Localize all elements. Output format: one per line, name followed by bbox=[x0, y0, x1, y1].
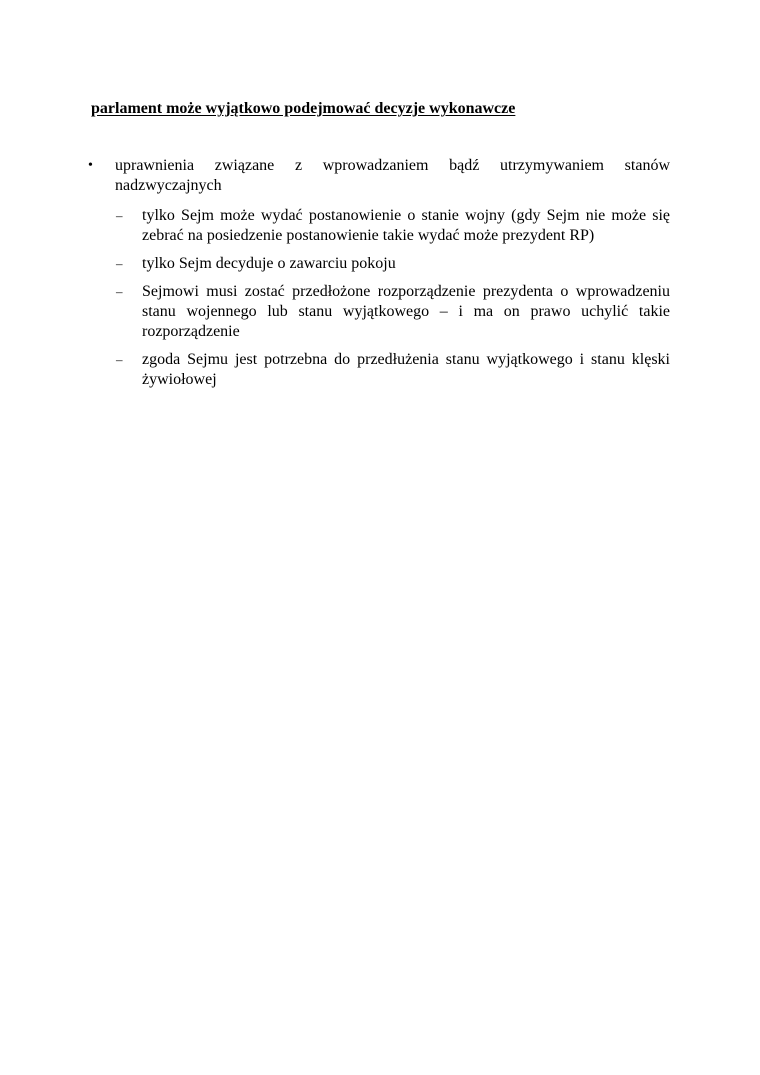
dash-icon: – bbox=[116, 256, 123, 271]
list-item bbox=[88, 156, 670, 390]
sub-list-item bbox=[88, 254, 670, 274]
sub-list-item bbox=[88, 350, 670, 390]
sub-list-item-text: tylko Sejm może wydać postanowienie o stanie wojny (gdy Sejm nie może się zebrać na posiedzenie postanowienie takie wydać może prezydent RP) bbox=[142, 207, 670, 244]
dash-icon: – bbox=[116, 352, 123, 367]
bullet-icon: • bbox=[88, 158, 93, 173]
sub-list-item bbox=[88, 206, 670, 246]
dash-icon: – bbox=[116, 284, 123, 299]
list-item-text: uprawnienia związane z wprowadzaniem bądź utrzymywaniem stanów nadzwyczajnych bbox=[115, 157, 670, 194]
sub-list-item-text: tylko Sejm decyduje o zawarciu pokoju bbox=[142, 255, 396, 272]
sub-list-item-text: Sejmowi musi zostać przedłożone rozporządzenie prezydenta o wprowadzeniu stanu wojennego lub stanu wyjątkowego – i ma on prawo uchylić takie rozporządzenie bbox=[142, 283, 670, 340]
sub-list-item bbox=[88, 282, 670, 342]
sub-list-item-text: zgoda Sejmu jest potrzebna do przedłużenia stanu wyjątkowego i stanu klęski żywiołowej bbox=[142, 351, 670, 388]
bullet-list bbox=[88, 156, 670, 398]
section-heading: parlament może wyjątkowo podejmować decyzje wykonawcze bbox=[91, 100, 516, 117]
sub-list bbox=[88, 206, 670, 390]
dash-icon: – bbox=[116, 208, 123, 223]
